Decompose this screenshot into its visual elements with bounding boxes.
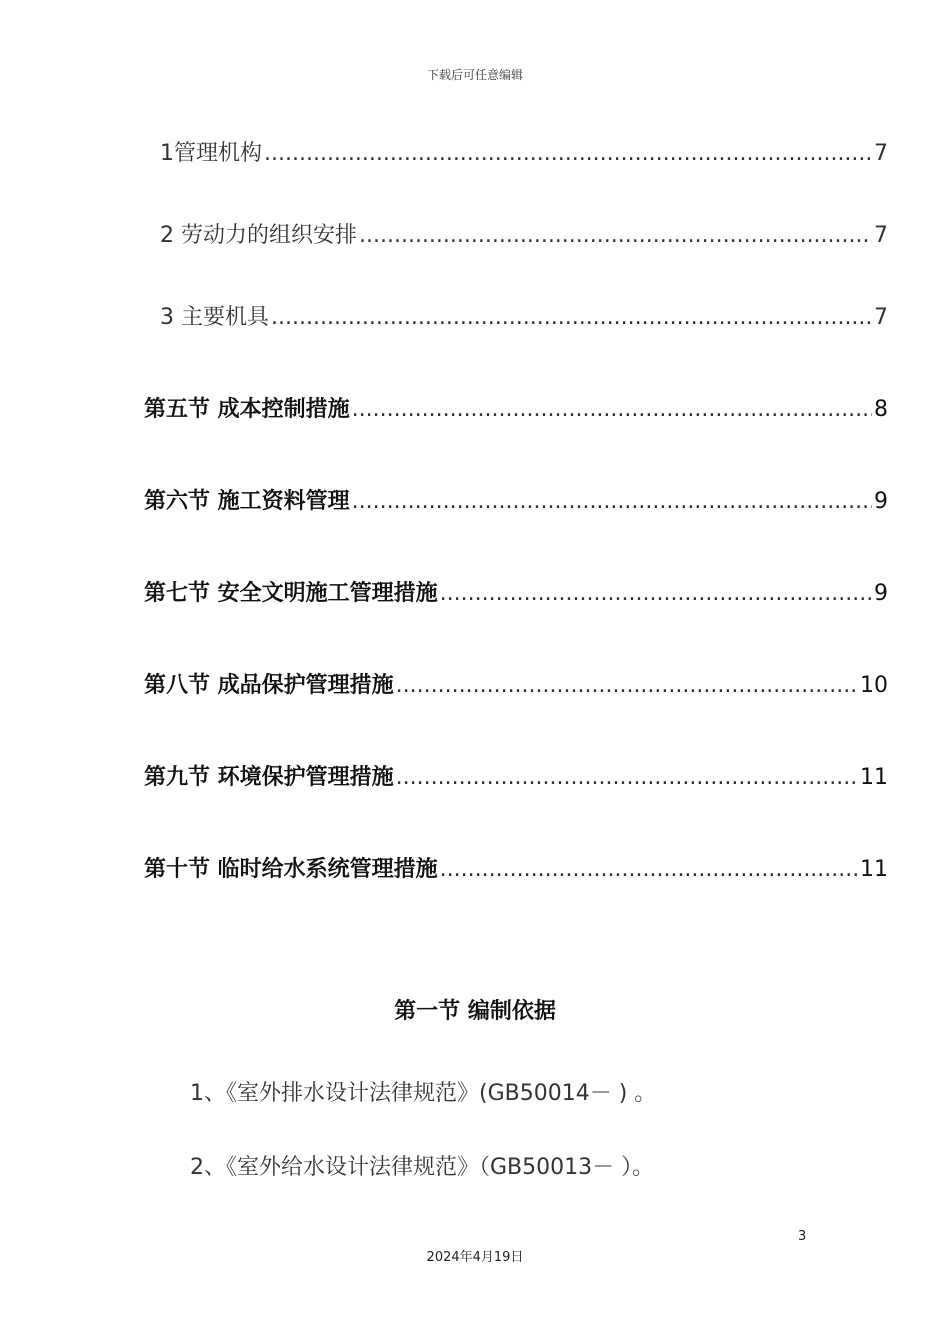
page-number: 3 <box>798 1229 807 1244</box>
toc-dot-leader <box>352 397 872 422</box>
toc-dot-leader <box>359 223 872 248</box>
toc-dot-leader <box>352 489 872 514</box>
toc-entry-page: 11 <box>860 765 888 790</box>
toc-entry-page: 10 <box>860 673 888 698</box>
toc-entry-page: 8 <box>874 397 888 422</box>
toc-entry[interactable] <box>160 136 888 167</box>
toc-section-entry[interactable] <box>144 668 888 699</box>
toc-entry[interactable] <box>160 218 888 249</box>
toc-entry-label: 第七节 安全文明施工管理措施 <box>144 581 438 606</box>
reference-item: 1、《室外排水设计法律规范》(GB50014－ ) 。 <box>190 1081 657 1106</box>
toc-entry-label: 第十节 临时给水系统管理措施 <box>144 857 438 882</box>
toc-entry-label: 1管理机构 <box>160 141 262 166</box>
toc-section-entry[interactable] <box>144 760 888 791</box>
toc-entry-label: 第九节 环境保护管理措施 <box>144 765 394 790</box>
toc-entry-page: 9 <box>874 489 888 514</box>
toc-dot-leader <box>440 581 872 606</box>
toc-entry-page: 11 <box>860 857 888 882</box>
toc-section-entry[interactable] <box>144 576 888 607</box>
toc-entry-label: 第八节 成品保护管理措施 <box>144 673 394 698</box>
toc-entry-page: 7 <box>874 223 888 248</box>
toc-dot-leader <box>396 765 858 790</box>
toc-entry-label: 第六节 施工资料管理 <box>144 489 350 514</box>
toc-entry-page: 9 <box>874 581 888 606</box>
toc-entry-page: 7 <box>874 141 888 166</box>
toc-section-entry[interactable] <box>144 484 888 515</box>
toc-dot-leader <box>396 673 858 698</box>
section-heading: 第一节 编制依据 <box>394 999 556 1024</box>
reference-item: 2、《室外给水设计法律规范》（GB50013－ ）。 <box>190 1155 655 1180</box>
toc-entry-label: 3 主要机具 <box>160 305 269 330</box>
toc-section-entry[interactable] <box>144 852 888 883</box>
toc-dot-leader <box>440 857 858 882</box>
toc-entry[interactable] <box>160 300 888 331</box>
toc-entry-label: 2 劳动力的组织安排 <box>160 223 357 248</box>
header-note: 下载后可任意编辑 <box>426 68 523 82</box>
toc-entry-label: 第五节 成本控制措施 <box>144 397 350 422</box>
toc-dot-leader <box>271 305 872 330</box>
footer-date: 2024年4月19日 <box>426 1250 524 1265</box>
toc-entry-page: 7 <box>874 305 888 330</box>
toc-section-entry[interactable] <box>144 392 888 423</box>
toc-dot-leader <box>264 141 872 166</box>
